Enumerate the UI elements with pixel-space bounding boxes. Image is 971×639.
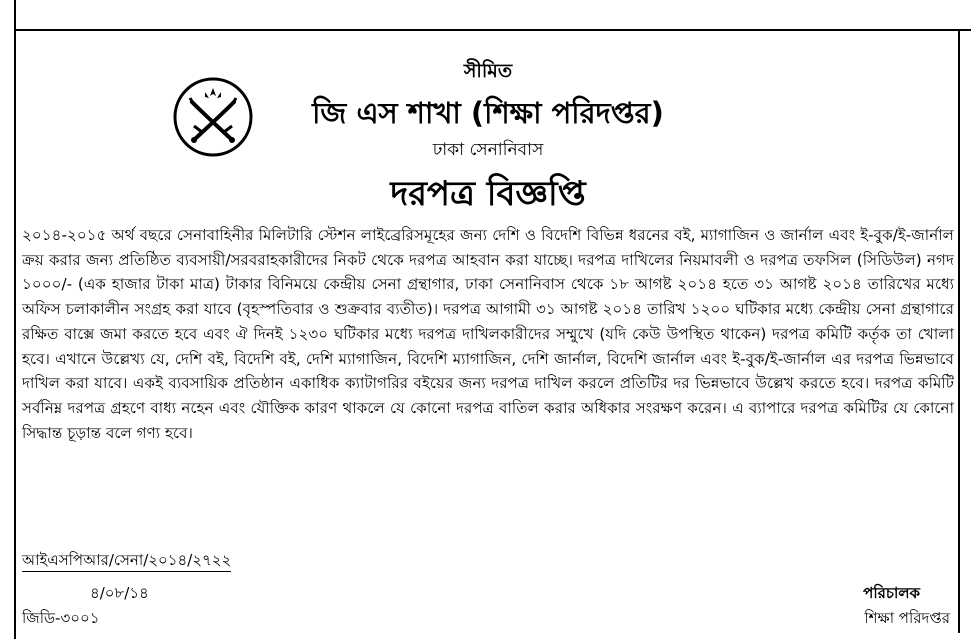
reference-number: আইএসপিআর/সেনা/২০১৪/২৭২২	[22, 550, 231, 572]
notice-body: ২০১৪-২০১৫ অর্থ বছরে সেনাবাহিনীর মিলিটারি স্টেশন লাইব্রেরিসমূহের জন্য দেশি ও বিদেশি বিভিন্ন ধরনের বই, ম্যাগাজিন ও জার্নাল এবং ই-বুক/ই-জার্নাল ক্রয় করার জন্য প্রতিষ্ঠিত ব্যবসায়ী/সরবরাহকারীদের নিকট থেকে দরপত্র আহবান করা যাচ্ছে। দরপত্র দাখিলের নিয়মাবলী ও দরপত্র তফসিল (সিডিউল) নগদ ১০০০/- (এক হাজার টাকা মাত্র) টাকার বিনিময়ে কেন্দ্রীয় সেনা গ্রন্থাগার, ঢাকা সেনানিবাস থেকে ১৮ আগষ্ট ২০১৪ হতে ৩১ আগষ্ট ২০১৪ তারিখের মধ্যে অফিস চলাকালীন সংগ্রহ করা যাবে (বৃহস্পতিবার ও শুক্রবার ব্যতীত)। দরপত্র আগামী ৩১ আগষ্ট ২০১৪ তারিখ ১২০০ ঘটিকার মধ্যে কেন্দ্রীয় সেনা গ্রন্থাগারে রক্ষিত বাক্সে জমা করতে হবে এবং ঐ দিনই ১২৩০ ঘটিকার মধ্যে দরপত্র দাখিলকারীদের সম্মুখে (যদি কেউ উপস্থিত থাকেন) দরপত্র কমিটি কর্তৃক তা খোলা হবে। এখানে উল্লেখ্য যে, দেশি বই, বিদেশি বই, দেশি ম্যাগাজিন, বিদেশি ম্যাগাজিন, দেশি জার্নাল, বিদেশি জার্নাল এবং ই-বুক/ই-জার্নাল এর দরপত্র ভিন্নভাবে দাখিল করা যাবে। একই ব্যবসায়িক প্রতিষ্ঠান একাধিক ক্যাটাগরির বইয়ের জন্য দরপত্র দাখিল করলে প্রতিটির দর ভিন্নভাবে উল্লেখ করতে হবে। দরপত্র কমিটি সর্বনিম্ন দরপত্র গ্রহণে বাধ্য নহেন এবং যৌক্তিক কারণ থাকলে যে কোনো দরপত্র বাতিল করার অধিকার সংরক্ষণ করেন। এ ব্যাপারে দরপত্র কমিটির যে কোনো সিদ্ধান্ত চূড়ান্ত বলে গণ্য হবে।	[22, 226, 954, 442]
frame-right-border	[958, 29, 960, 633]
issue-date: ৪/০৮/১৪	[90, 584, 149, 602]
classification-label: সীমিত	[463, 60, 513, 82]
signatory-title: পরিচালক	[863, 584, 920, 602]
signatory-department: শিক্ষা পরিদপ্তর	[864, 609, 950, 627]
organization-name: জি এস শাখা (শিক্ষা পরিদপ্তর)	[312, 96, 664, 130]
frame-left-border	[14, 0, 16, 639]
gd-number: জিডি-৩০০১	[22, 609, 100, 627]
tender-notice-page	[22, 31, 954, 636]
location-name: ঢাকা সেনানিবাস	[432, 140, 544, 160]
notice-title: দরপত্র বিজ্ঞপ্তি	[390, 174, 586, 214]
